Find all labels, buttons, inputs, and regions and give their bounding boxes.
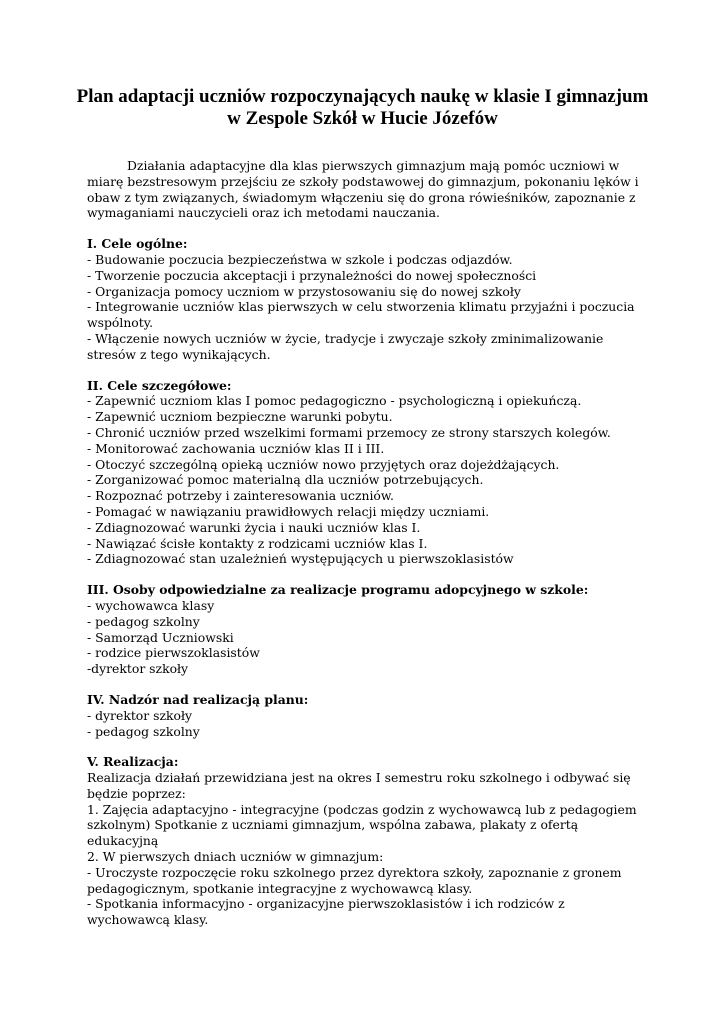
list-item: - Zdiagnozować stan uzależnień występujących u pierwszoklasistów: [87, 551, 514, 567]
document-body: [87, 158, 647, 943]
section-heading: I. Cele ogólne:: [87, 236, 188, 252]
list-item: 1. Zajęcia adaptacyjno - integracyjne (podczas godzin z wychowawcą lub z pedagogiem szkolnym) Spotkanie z uczniami gimnazjum, wspólna zabawa, plakaty z ofertą edukacyjną: [87, 801, 637, 849]
list-item: - wychowawca klasy: [87, 597, 215, 613]
list-item: - Tworzenie poczucia akceptacji i przynależności do nowej społeczności: [87, 267, 537, 283]
section-heading: III. Osoby odpowiedzialne za realizacje programu adopcyjnego w szkole:: [87, 582, 589, 598]
list-item: - Zapewnić uczniom klas I pomoc pedagogiczno - psychologiczną i opiekuńczą.: [87, 393, 582, 409]
list-item: -dyrektor szkoły: [87, 661, 189, 677]
list-item: - Uroczyste rozpoczęcie roku szkolnego przez dyrektora szkoły, zapoznanie z gronem pedagogicznym, spotkanie integracyjne z wychowawcą klasy.: [87, 864, 622, 896]
list-item: - dyrektor szkoły: [87, 707, 192, 723]
list-item: Realizacja działań przewidziana jest na okres I semestru roku szkolnego i odbywać się będzie poprzez:: [87, 770, 631, 801]
list-item: - Monitorować zachowania uczniów klas II i III.: [87, 440, 385, 456]
list-item: - Zorganizować pomoc materialną dla uczniów potrzebujących.: [87, 472, 484, 488]
list-item: - Włączenie nowych uczniów w życie, tradycje i zwyczaje szkoły zminimalizowanie stresów z tego wynikających.: [87, 330, 604, 362]
section-general-goals: [87, 236, 647, 362]
section-detailed-goals: [87, 378, 647, 568]
list-item: - Nawiązać ścisłe kontakty z rodzicami uczniów klas I.: [87, 535, 428, 551]
list-item: - pedagog szkolny: [87, 723, 200, 739]
list-item: - Rozpoznać potrzeby i zainteresowania uczniów.: [87, 488, 394, 504]
title-line-1: Plan adaptacji uczniów rozpoczynających naukę w klasie I gimnazjum: [76, 86, 649, 107]
list-item: - Budowanie poczucia bezpieczeństwa w szkole i podczas odjazdów.: [87, 251, 513, 267]
section-heading: V. Realizacja:: [87, 754, 179, 770]
list-item: - Chronić uczniów przed wszelkimi formami przemocy ze strony starszych kolegów.: [87, 424, 611, 440]
list-item: - Zdiagnozować warunki życia i nauki uczniów klas I.: [87, 519, 421, 535]
section-heading: II. Cele szczegółowe:: [87, 377, 232, 393]
list-item: - Organizacja pomocy uczniom w przystosowaniu się do nowej szkoły: [87, 283, 521, 299]
list-item: 2. W pierwszych dniach uczniów w gimnazjum:: [87, 849, 384, 865]
document-title: [60, 86, 665, 130]
section-supervision: [87, 692, 647, 739]
list-item: - Integrowanie uczniów klas pierwszych w celu stworzenia klimatu przyjaźni i poczucia wspólnoty.: [87, 299, 635, 331]
list-item: - Spotkania informacyjno - organizacyjne pierwszoklasistów i ich rodziców z wychowawcą klasy.: [87, 896, 565, 928]
section-heading: IV. Nadzór nad realizacją planu:: [87, 691, 309, 707]
list-item: - Otoczyć szczególną opieką uczniów nowo przyjętych oraz dojeżdżających.: [87, 456, 560, 472]
list-item: - Samorząd Uczniowski: [87, 629, 234, 645]
list-item: - Zapewnić uczniom bezpieczne warunki pobytu.: [87, 409, 393, 425]
section-realization: [87, 754, 647, 928]
list-item: - rodzice pierwszoklasistów: [87, 645, 260, 661]
list-item: - pedagog szkolny: [87, 613, 200, 629]
list-item: - Pomagać w nawiązaniu prawidłowych relacji między uczniami.: [87, 503, 490, 519]
section-responsible-persons: [87, 582, 647, 677]
title-line-2: w Zespole Szkół w Hucie Józefów: [227, 108, 498, 129]
intro-paragraph: Działania adaptacyjne dla klas pierwszych gimnazjum mają pomóc uczniowi w miarę bezstresowym przejściu ze szkoły podstawowej do gimnazjum, pokonaniu lęków i obaw z tym związanych, świadomym włączeniu się do grona rówieśników, zapoznanie z wymaganiami nauczycieli oraz ich metodami nauczania.: [87, 158, 639, 221]
